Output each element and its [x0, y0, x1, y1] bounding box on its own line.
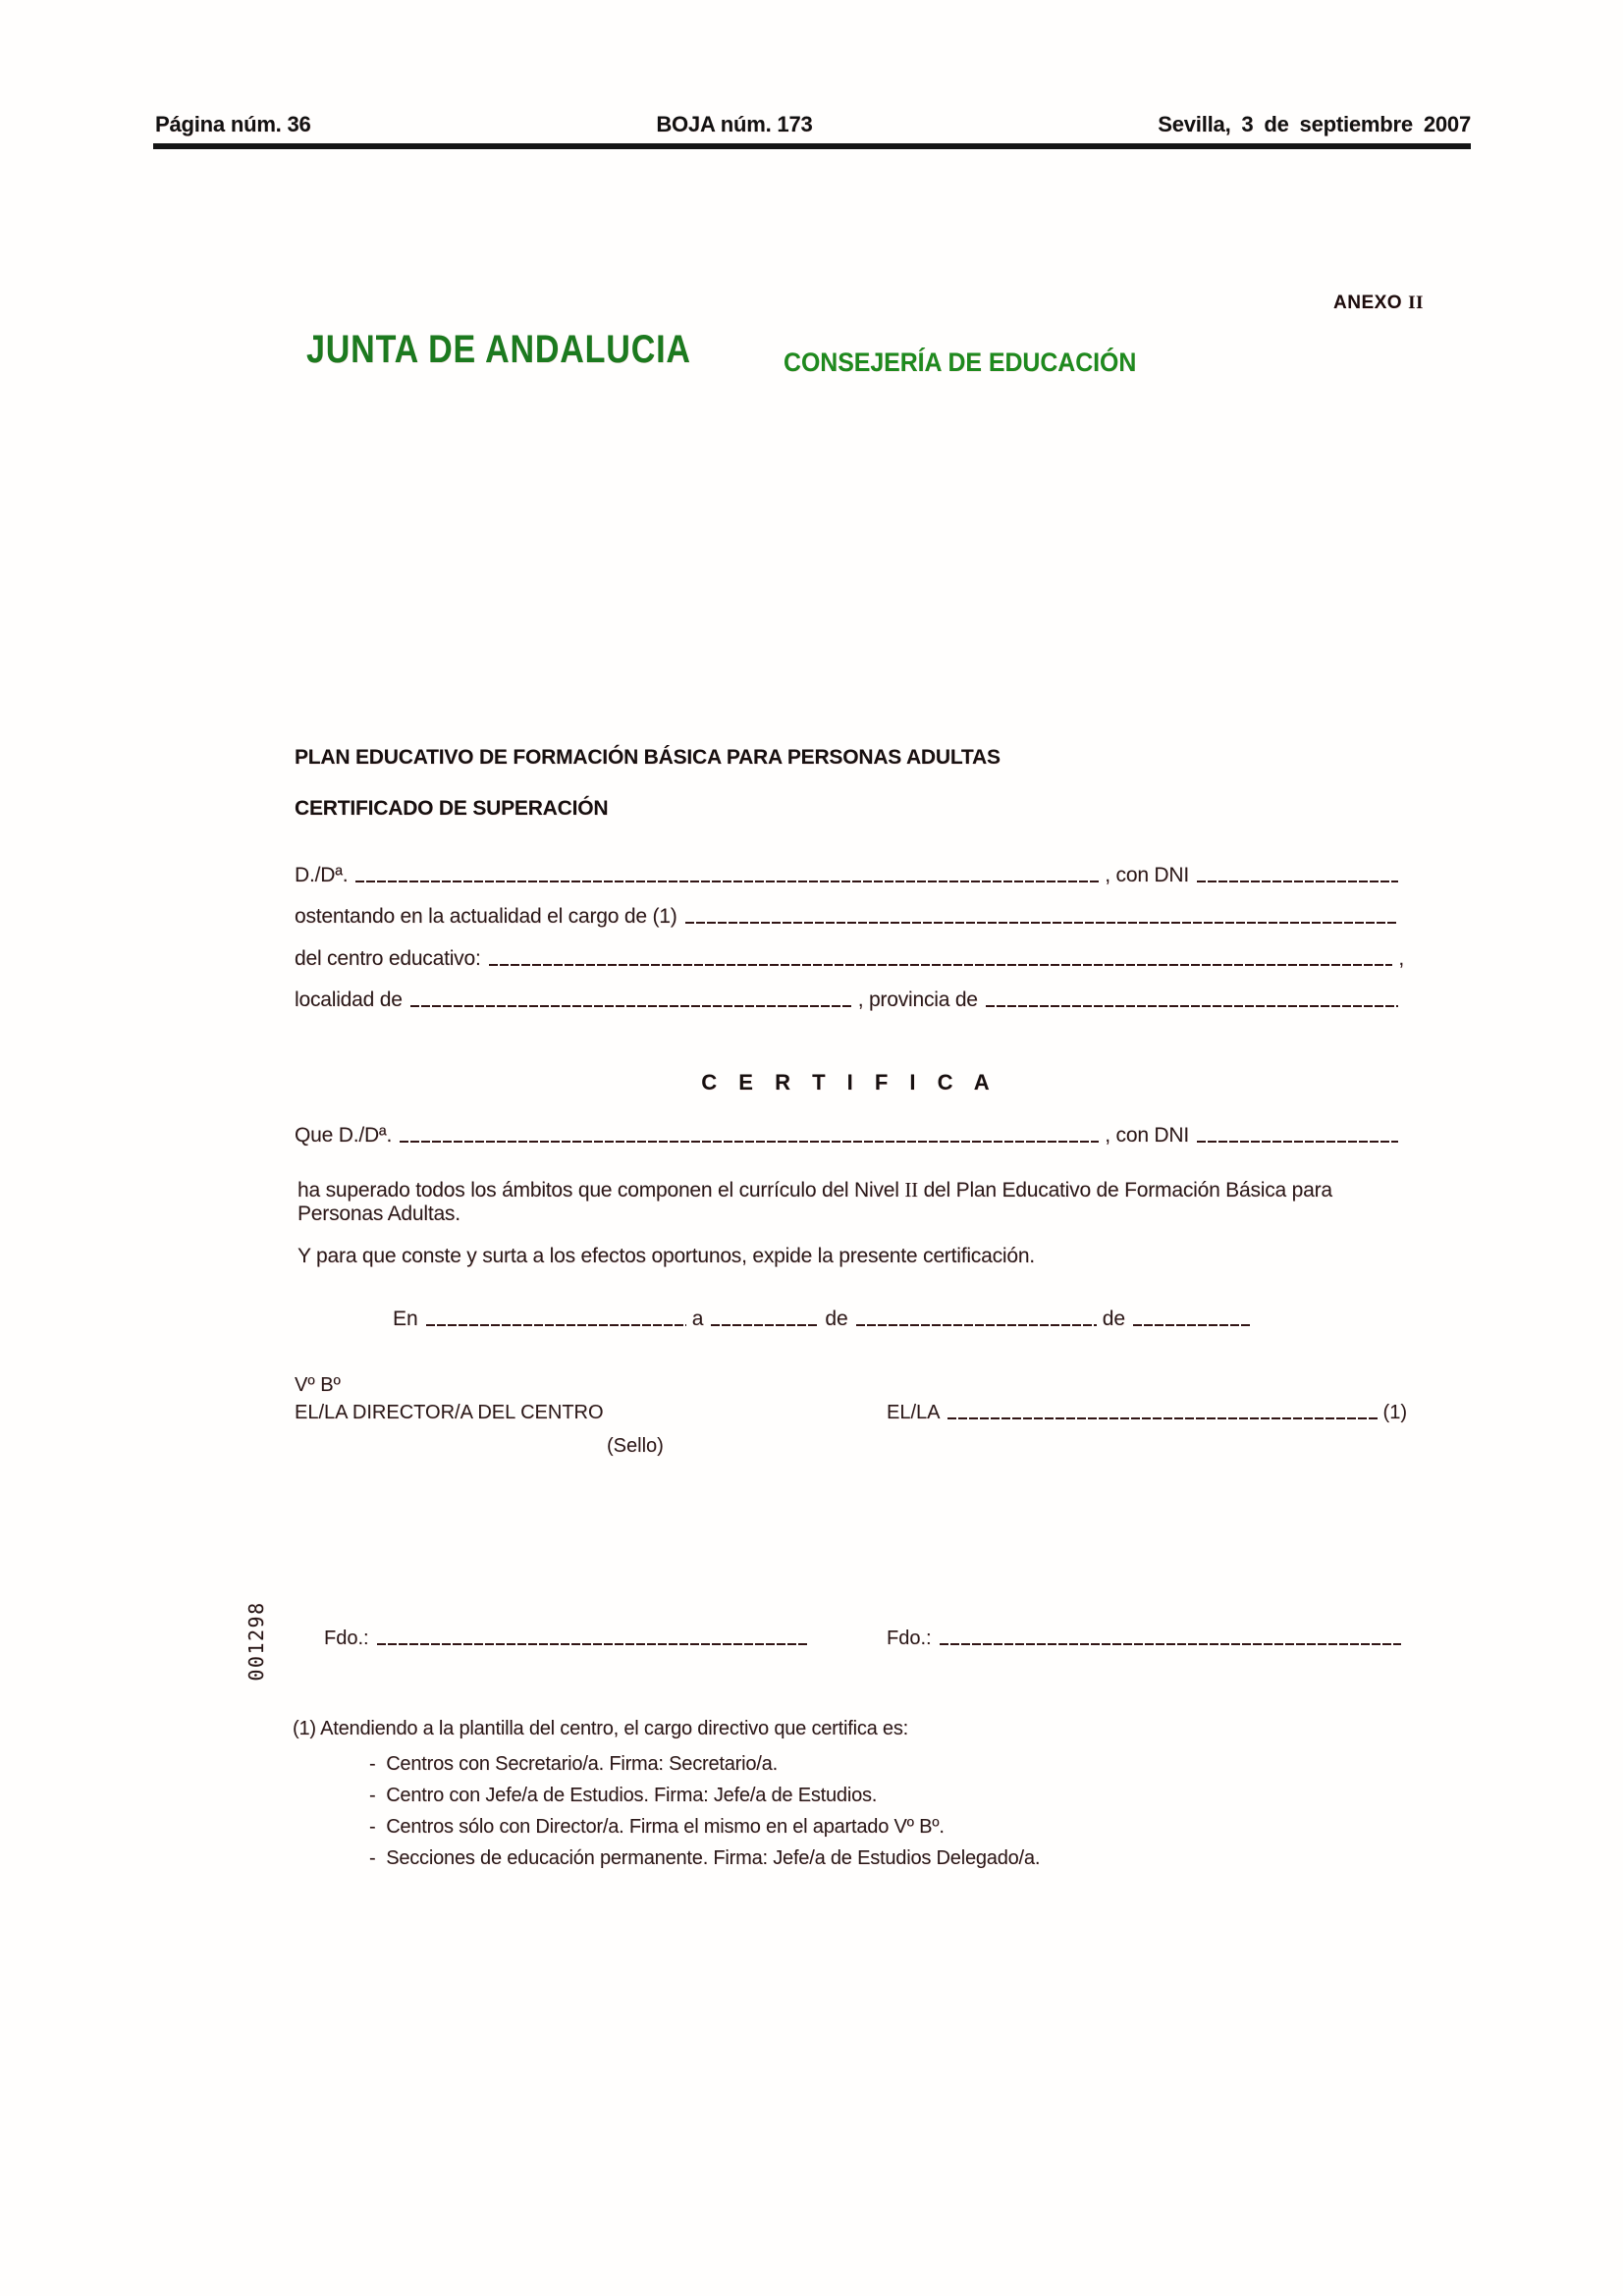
provincia-label: , provincia de [857, 988, 978, 1011]
officer-title-blank [947, 1417, 1377, 1419]
que-holder-line [295, 1124, 1404, 1148]
header-rule [153, 143, 1471, 149]
bulletin-date: Sevilla, 3 de septiembre 2007 [1158, 112, 1471, 136]
statement-post: del Plan Educativo de Formación Básica para Personas Adultas. [298, 1179, 1332, 1225]
statement-pre: ha superado todos los ámbitos que componen el currículo del Nivel [298, 1179, 899, 1201]
plan-title: PLAN EDUCATIVO DE FORMACIÓN BÁSICA PARA PERSONAS ADULTAS [295, 746, 1001, 769]
certificate-title: CERTIFICADO DE SUPERACIÓN [295, 797, 609, 820]
serial-number: 001298 [244, 1601, 268, 1682]
certification-statement [298, 1178, 1417, 1226]
footnote-intro: (1) Atendiendo a la plantilla del centro, el cargo directivo que certifica es: [293, 1718, 908, 1739]
anexo-word: ANEXO [1333, 293, 1403, 313]
certifica-heading: C E R T I F I C A [701, 1070, 998, 1095]
closing-statement: Y para que conste y surta a los efectos oportunos, expide la presente certificación. [298, 1245, 1035, 1267]
centro-label: del centro educativo: [295, 947, 481, 970]
localidad-label: localidad de [295, 988, 403, 1011]
fdo-left-blank [377, 1643, 809, 1645]
holder-line [295, 864, 1404, 887]
localidad-blank [410, 1005, 852, 1007]
footnote-item: - Centros con Secretario/a. Firma: Secretario/a. [369, 1748, 1294, 1780]
date-line [393, 1308, 1257, 1331]
anexo-label [1333, 293, 1424, 314]
que-dni-blank [1197, 1141, 1398, 1143]
cargo-blank [685, 922, 1398, 924]
nivel-number: II [904, 1178, 918, 1201]
year-blank [1133, 1324, 1251, 1326]
month-blank [856, 1324, 1097, 1326]
footnote [293, 1718, 1294, 1874]
date-de1-label: de [825, 1308, 848, 1330]
provincia-blank [986, 1005, 1398, 1007]
holder-label: D./Dª. [295, 864, 349, 886]
fdo-left-label: Fdo.: [324, 1628, 369, 1649]
anexo-number: II [1408, 293, 1424, 313]
cargo-label: ostentando en la actualidad el cargo de (1) [295, 905, 677, 928]
holder-name-blank [355, 881, 1099, 882]
localidad-line [295, 988, 1404, 1012]
junta-de-andalucia-logo: JUNTA DE ANDALUCIA [306, 328, 691, 371]
que-holder-name-blank [400, 1141, 1099, 1143]
officer-signature-line [887, 1402, 1407, 1424]
officer-label: EL/LA [887, 1402, 941, 1423]
sello-label: (Sello) [607, 1435, 664, 1457]
date-de2-label: de [1102, 1308, 1126, 1330]
consejeria-de-educacion-label: CONSEJERÍA DE EDUCACIÓN [784, 347, 1137, 377]
footnote-item: - Secciones de educación permanente. Firma: Jefe/a de Estudios Delegado/a. [369, 1842, 1294, 1874]
date-en-label: En [393, 1308, 418, 1330]
bulletin-header [155, 112, 1471, 137]
page-number: Página núm. 36 [155, 112, 311, 136]
fdo-right-line [887, 1628, 1407, 1650]
day-blank [711, 1324, 819, 1326]
place-blank [426, 1324, 686, 1326]
bulletin-number: BOJA núm. 173 [656, 112, 813, 136]
cargo-line [295, 905, 1404, 929]
fdo-right-blank [940, 1643, 1401, 1645]
centro-suffix-comma: , [1398, 947, 1404, 970]
centro-line [295, 947, 1404, 971]
fdo-left-line [324, 1628, 815, 1650]
vobo-label: Vº Bº [295, 1374, 341, 1396]
fdo-right-label: Fdo.: [887, 1628, 932, 1649]
footnote-item: - Centro con Jefe/a de Estudios. Firma: Jefe/a de Estudios. [369, 1780, 1294, 1811]
que-holder-label: Que D./Dª. [295, 1124, 393, 1147]
centro-blank [489, 964, 1393, 966]
director-label: EL/LA DIRECTOR/A DEL CENTRO [295, 1402, 604, 1423]
footnote-item: - Centros sólo con Director/a. Firma el mismo en el apartado Vº Bº. [369, 1811, 1294, 1842]
dni-blank [1197, 881, 1398, 882]
footnote-list [369, 1748, 1294, 1874]
officer-ref: (1) [1382, 1402, 1407, 1423]
dni-label: , con DNI [1105, 864, 1189, 886]
que-dni-label: , con DNI [1105, 1124, 1189, 1147]
date-a-label: a [691, 1308, 704, 1330]
